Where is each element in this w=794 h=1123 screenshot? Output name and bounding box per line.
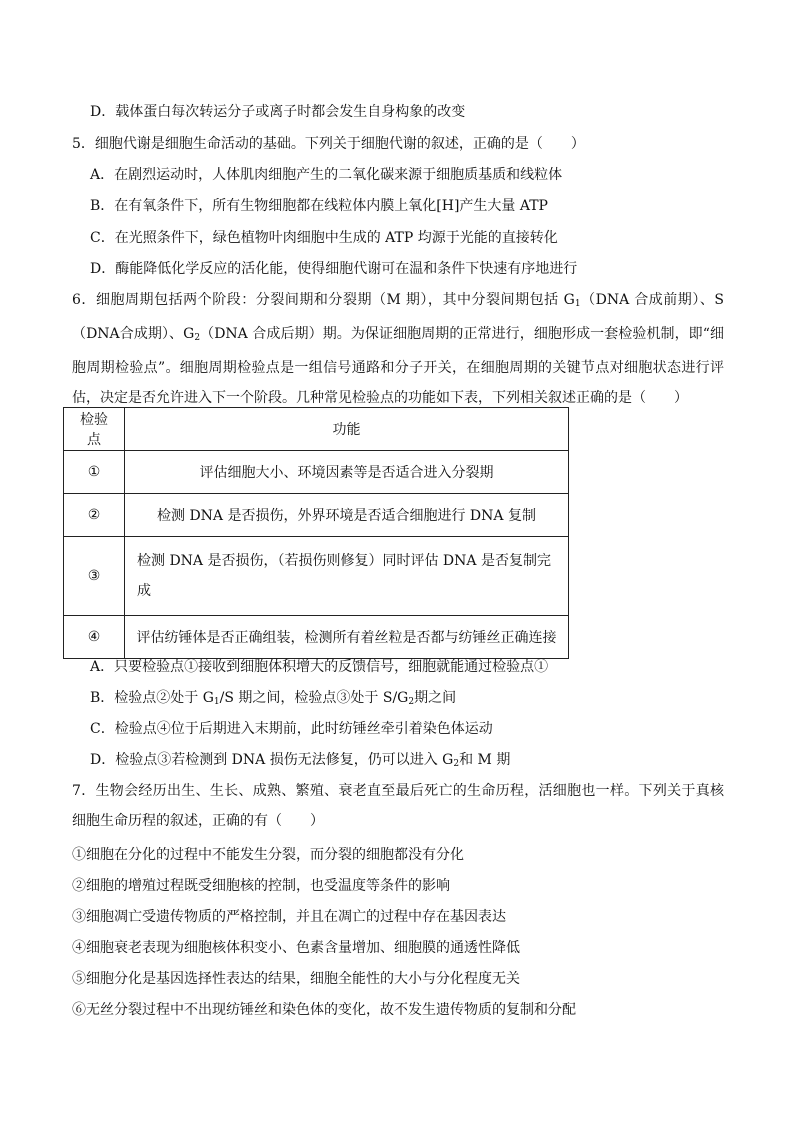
table-header-row <box>64 408 569 451</box>
q5-stem: 5．细胞代谢是细胞生命活动的基础。下列关于细胞代谢的叙述，正确的是（ ） <box>72 136 585 152</box>
table-header-function: 功能 <box>125 408 569 451</box>
q5-option-d: D．酶能降低化学反应的活化能，使得细胞代谢可在温和条件下快速有序地进行 <box>90 261 578 277</box>
table-row <box>64 537 569 616</box>
table-row <box>64 616 569 659</box>
q5-option-a: A．在剧烈运动时，人体肌肉细胞产生的二氧化碳来源于细胞质基质和线粒体 <box>90 167 563 183</box>
q7-stem: 7．生物会经历出生、生长、成熟、繁殖、衰老直至最后死亡的生命历程，活细胞也一样。下列关于真核细胞生命历程的叙述，正确的有（ ） <box>72 783 724 829</box>
checkpoint-table <box>63 407 569 659</box>
table-row <box>64 494 569 537</box>
q6-option-b: B．检验点②处于 $G_1/S$ 期之间，检验点③处于 $S/G_2$期之间 <box>90 690 457 707</box>
q7-statement: ⑥无丝分裂过程中不出现纺锤丝和染色体的变化，故不发生遗传物质的复制和分配 <box>72 1002 576 1018</box>
checkpoint-function: 检测 DNA 是否损伤，外界环境是否适合细胞进行 DNA 复制 <box>125 494 569 537</box>
q7-statement: ③细胞凋亡受遗传物质的严格控制，并且在凋亡的过程中存在基因表达 <box>72 909 506 925</box>
q6-option-a: A．只要检验点①接收到细胞体积增大的反馈信号，细胞就能通过检验点① <box>90 659 549 675</box>
q5-option-b: B．在有氧条件下，所有生物细胞都在线粒体内膜上氧化[H]产生大量 ATP <box>90 198 548 214</box>
checkpoint-id: ③ <box>64 537 125 616</box>
checkpoint-id: ② <box>64 494 125 537</box>
q6-stem: 6．细胞周期包括两个阶段：分裂间期和分裂期（M 期），其中分裂间期包括 $G_1(DNA$ 合成前期）、S（DNA合成期）、$G_2(DNA$ 合成后期）期。为保证细胞周期的正常进行，细胞形成一套检验机制，即“细胞周期检验点”。细胞周期检验点是一组信号通路和分子开关，在细胞周期的关键节点对细胞状态进行评估，决定是否允许进入下一个阶段。几种常见检验点的功能如下表，下列相关叙述正确的是（ ） <box>72 292 724 406</box>
q4-option-d: D．载体蛋白每次转运分子或离子时都会发生自身构象的改变 <box>90 104 466 120</box>
q7-statement: ②细胞的增殖过程既受细胞核的控制，也受温度等条件的影响 <box>72 878 450 894</box>
q7-statement: ⑤细胞分化是基因选择性表达的结果，细胞全能性的大小与分化程度无关 <box>72 971 520 987</box>
table-header-checkpoint: 检验点 <box>64 408 125 451</box>
checkpoint-id: ① <box>64 451 125 494</box>
q6-option-d: D．检验点③若检测到 DNA 损伤无法修复，仍可以进入 $G_2$和 M 期 <box>90 752 511 769</box>
q7-statement: ①细胞在分化的过程中不能发生分裂，而分裂的细胞都没有分化 <box>72 847 464 863</box>
q6-option-c: C．检验点④位于后期进入末期前，此时纺锤丝牵引着染色体运动 <box>90 721 493 737</box>
checkpoint-function: 评估细胞大小、环境因素等是否适合进入分裂期 <box>125 451 569 494</box>
checkpoint-id: ④ <box>64 616 125 659</box>
q5-option-c: C．在光照条件下，绿色植物叶肉细胞中生成的 ATP 均源于光能的直接转化 <box>90 230 558 246</box>
checkpoint-function: 检测 DNA 是否损伤，（若损伤则修复）同时评估 DNA 是否复制完成 <box>125 537 569 616</box>
table-row <box>64 451 569 494</box>
q7-statement: ④细胞衰老表现为细胞核体积变小、色素含量增加、细胞膜的通透性降低 <box>72 940 520 956</box>
checkpoint-function: 评估纺锤体是否正确组装，检测所有着丝粒是否都与纺锤丝正确连接 <box>125 616 569 659</box>
